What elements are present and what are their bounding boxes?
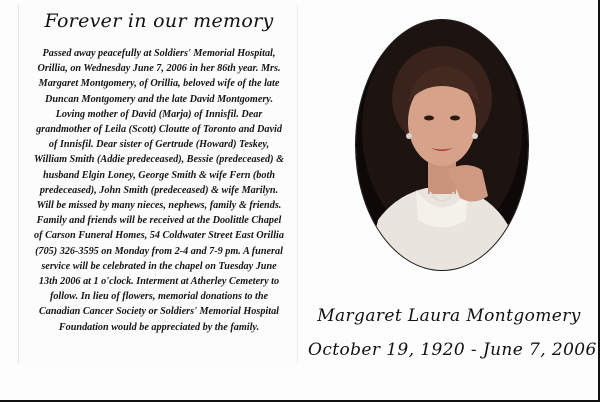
obituary-line: Loving mother of David (Marja) of Innisfil. Dear — [55, 108, 263, 120]
deceased-name: Margaret Laura Montgomery — [317, 306, 581, 326]
obituary-text — [25, 46, 293, 335]
obituary-line: Orillia, on Wednesday June 7, 2006 in her 86th year. Mrs. — [37, 63, 281, 75]
obituary-line: grandmother of Leila (Scott) Cloutte of Toronto and David — [36, 124, 282, 136]
obituary-line: of Carson Funeral Homes, 54 Coldwater Street East Orillia — [34, 230, 284, 242]
obituary-line: Foundation would be appreciated by the family. — [58, 321, 260, 333]
obituary-line: 13th 2006 at 1 o'clock. Interment at Atherley Cemetery to — [38, 276, 280, 288]
memorial-heading: Forever in our memory — [44, 10, 274, 32]
life-dates: October 19, 1920 - June 7, 2006 — [308, 340, 597, 360]
obituary-panel — [18, 4, 298, 364]
obituary-line: husband Elgin Loney, George Smith & wife Fern (both — [43, 169, 275, 181]
obituary-line: William Smith (Addie predeceased), Bessie (predeceased) & — [33, 154, 285, 166]
obituary-line: Will be missed by many nieces, nephews, family & friends. — [36, 200, 282, 212]
obituary-line: (705) 326-3595 on Monday from 2-4 and 7-9 pm. A funeral — [35, 245, 283, 257]
portrait-illustration — [356, 20, 528, 270]
obituary-line: predeceased), John Smith (predeceased) & wife Marilyn. — [39, 184, 279, 196]
portrait-photo — [356, 20, 528, 270]
obituary-line: follow. In lieu of flowers, memorial donations to the — [49, 291, 269, 303]
obituary-line: Duncan Montgomery and the late David Montgomery. — [45, 93, 273, 105]
obituary-line: service will be celebrated in the chapel on Tuesday June — [41, 260, 277, 272]
obituary-line: Canadian Cancer Society or Soldiers' Memorial Hospital — [39, 306, 279, 318]
obituary-line: Passed away peacefully at Soldiers' Memorial Hospital, — [42, 48, 276, 59]
obituary-line: Family and friends will be received at the Doolittle Chapel — [36, 215, 282, 227]
obituary-line: Margaret Montgomery, of Orillia, beloved wife of the late — [38, 78, 280, 90]
obituary-line: of Innisfil. Dear sister of Gertrude (Howard) Teskey, — [48, 139, 270, 151]
portrait-panel — [308, 4, 597, 396]
